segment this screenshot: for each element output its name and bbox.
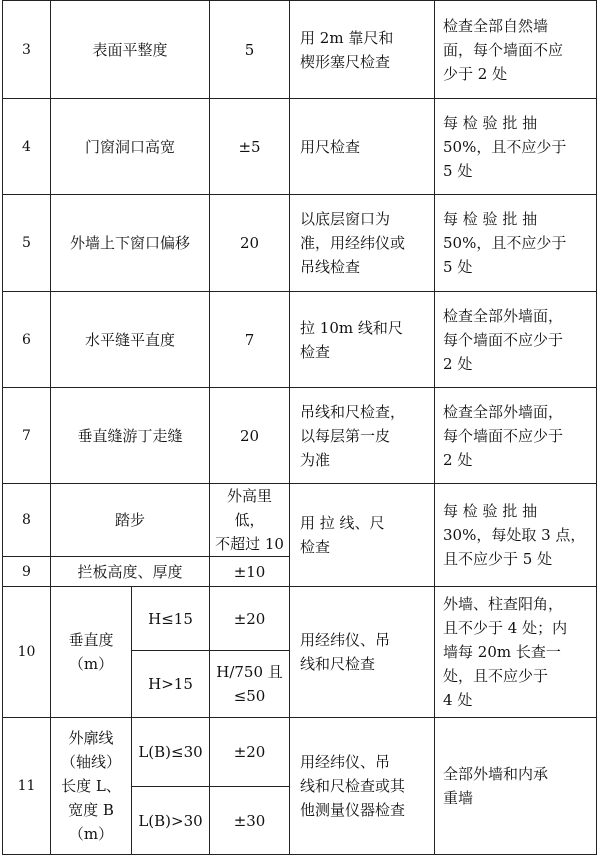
tolerance: ±20 [210, 587, 290, 651]
row-number: 9 [3, 557, 51, 587]
row-number: 11 [3, 718, 51, 855]
tolerance: H/750 且 ≤50 [210, 651, 290, 718]
table-row [3, 99, 597, 195]
check-method: 用 拉 线、尺 检查 [290, 484, 435, 587]
check-scope: 每 检 验 批 抽 50%，且不应少于 5 处 [435, 99, 597, 195]
item-name: 外墙上下窗口偏移 [51, 195, 210, 292]
check-scope: 检查全部自然墙 面，每个墙面不应 少于 2 处 [435, 1, 597, 99]
table-row [3, 195, 597, 292]
tolerance: ±30 [210, 787, 290, 855]
row-number: 4 [3, 99, 51, 195]
table-row [3, 484, 597, 557]
item-name: 垂直度 （m） [51, 587, 132, 718]
row-number: 3 [3, 1, 51, 99]
item-name: 表面平整度 [51, 1, 210, 99]
tolerance: 外高里低， 不超过 10 [210, 484, 290, 557]
sub-condition: L(B)>30 [132, 787, 210, 855]
check-scope: 外墙、柱查阳角， 且不少于 4 处；内 墙每 20m 长查一 处，且不应少于 4 处 [435, 587, 597, 718]
tolerance: 7 [210, 292, 290, 388]
item-name: 外廓线 （轴线） 长度 L、 宽度 B （m） [51, 718, 132, 855]
item-name: 水平缝平直度 [51, 292, 210, 388]
table-row [3, 587, 597, 651]
tolerance: 5 [210, 1, 290, 99]
row-number: 8 [3, 484, 51, 557]
sub-condition: H≤15 [132, 587, 210, 651]
item-name: 踏步 [51, 484, 210, 557]
tolerance: ±20 [210, 718, 290, 787]
item-name: 拦板高度、厚度 [51, 557, 210, 587]
check-method: 用经纬仪、吊 线和尺检查或其 他测量仪器检查 [290, 718, 435, 855]
check-scope: 每 检 验 批 抽 50%，且不应少于 5 处 [435, 195, 597, 292]
tolerance: 20 [210, 195, 290, 292]
inspection-table [2, 0, 597, 855]
item-name: 垂直缝游丁走缝 [51, 388, 210, 484]
table-row [3, 718, 597, 787]
sub-condition: L(B)≤30 [132, 718, 210, 787]
check-scope: 每 检 验 批 抽 30%，每处取 3 点， 且不应少于 5 处 [435, 484, 597, 587]
row-number: 5 [3, 195, 51, 292]
table-row [3, 1, 597, 99]
check-method: 吊线和尺检查， 以每层第一皮 为准 [290, 388, 435, 484]
check-scope: 检查全部外墙面， 每个墙面不应少于 2 处 [435, 388, 597, 484]
check-scope: 全部外墙和内承 重墙 [435, 718, 597, 855]
table-row [3, 388, 597, 484]
check-scope: 检查全部外墙面， 每个墙面不应少于 2 处 [435, 292, 597, 388]
check-method: 用尺检查 [290, 99, 435, 195]
tolerance: ±10 [210, 557, 290, 587]
row-number: 10 [3, 587, 51, 718]
tolerance: 20 [210, 388, 290, 484]
check-method: 用经纬仪、吊 线和尺检查 [290, 587, 435, 718]
row-number: 6 [3, 292, 51, 388]
sub-condition: H>15 [132, 651, 210, 718]
tolerance: ±5 [210, 99, 290, 195]
item-name: 门窗洞口高宽 [51, 99, 210, 195]
table-row [3, 292, 597, 388]
check-method: 拉 10m 线和尺 检查 [290, 292, 435, 388]
check-method: 用 2m 靠尺和 楔形塞尺检查 [290, 1, 435, 99]
check-method: 以底层窗口为 准，用经纬仪或 吊线检查 [290, 195, 435, 292]
row-number: 7 [3, 388, 51, 484]
